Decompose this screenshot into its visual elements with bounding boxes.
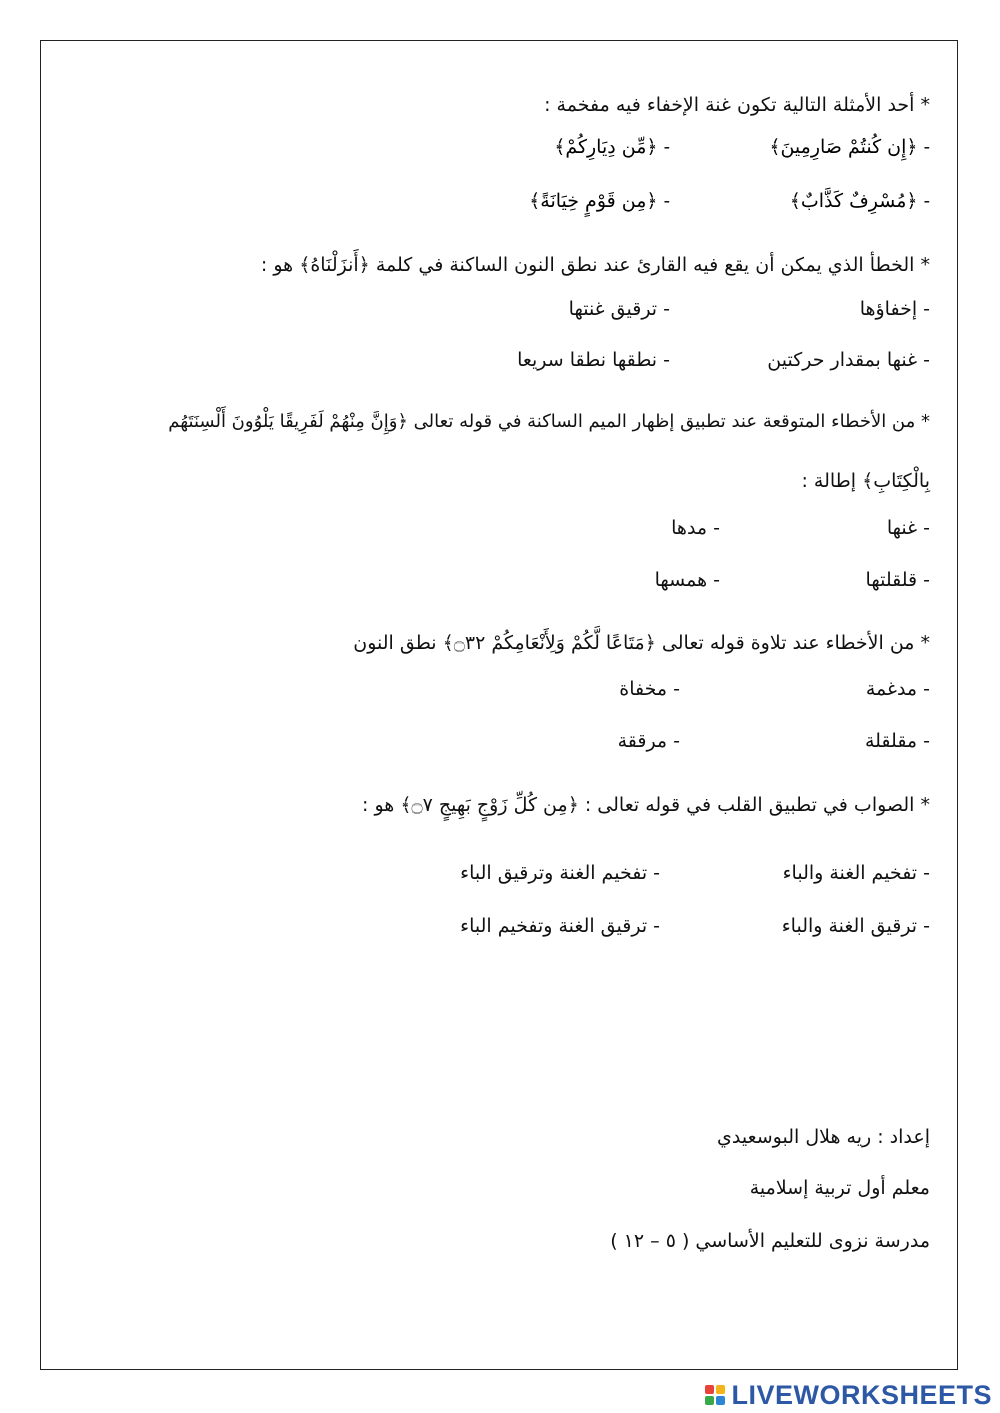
question-1-option-3[interactable]: - ﴿مُسْرِفٌ كَذَّابٌ﴾ [789, 190, 930, 212]
question-2-prompt: * الخطأ الذي يمكن أن يقع فيه القارئ عند نطق النون الساكنة في كلمة ﴿أَنزَلْنَاهُ﴾ هو : [260, 254, 930, 276]
question-1-option-2[interactable]: - ﴿مِّن دِيَارِكُمْ﴾ [554, 136, 670, 158]
question-4-option-4[interactable]: - مرققة [617, 730, 680, 752]
question-3-option-3[interactable]: - قلقلتها [865, 569, 930, 591]
question-4-prompt: * من الأخطاء عند تلاوة قوله تعالى ﴿مَتَاعًا لَّكُمْ وَلِأَنْعَامِكُمْ ۝٣٢﴾ نطق النون [353, 632, 930, 654]
question-4-option-2[interactable]: - مخفاة [619, 678, 680, 700]
question-5-option-2[interactable]: - تفخيم الغنة وترقيق الباء [460, 862, 660, 884]
question-1-option-1[interactable]: - ﴿إِن كُنتُمْ صَارِمِينَ﴾ [769, 136, 930, 158]
question-5-option-3[interactable]: - ترقيق الغنة والباء [781, 915, 930, 937]
question-1-prompt: * أحد الأمثلة التالية تكون غنة الإخفاء فيه مفخمة : [544, 94, 930, 116]
brand-name: LIVEWORKSHEETS [731, 1379, 992, 1410]
footer-bar [0, 1377, 1000, 1413]
question-3-option-1[interactable]: - غنها [886, 517, 930, 539]
question-5-option-4[interactable]: - ترقيق الغنة وتفخيم الباء [460, 915, 660, 937]
question-5-prompt: * الصواب في تطبيق القلب في قوله تعالى : ﴿مِن كُلِّ زَوْجٍ بَهِيجٍ ۝٧﴾ هو : [362, 794, 930, 816]
question-2-option-1[interactable]: - إخفاؤها [859, 298, 930, 320]
credits-role: معلم أول تربية إسلامية [749, 1177, 930, 1199]
question-4-option-3[interactable]: - مقلقلة [864, 730, 930, 752]
question-2-option-3[interactable]: - غنها بمقدار حركتين [767, 349, 930, 371]
liveworksheets-logo[interactable] [705, 1379, 992, 1411]
question-1-option-4[interactable]: - ﴿مِن قَوْمٍ خِيَانَةً﴾ [529, 190, 670, 212]
liveworksheets-logo-icon [705, 1385, 725, 1405]
question-4-option-1[interactable]: - مدغمة [865, 678, 930, 700]
question-3-prompt-line-2: بِالْكِتَابِ﴾ إطالة : [801, 470, 930, 492]
question-3-prompt-line-1: * من الأخطاء المتوقعة عند تطبيق إظهار الميم الساكنة في قوله تعالى ﴿وَإِنَّ مِنْهُمْ لَفَرِيقًا يَلْوُونَ أَلْسِنَتَهُم [168, 411, 930, 432]
worksheet-frame [40, 40, 958, 1370]
question-2-option-4[interactable]: - نطقها نطقا سريعا [517, 349, 670, 371]
credits-author: إعداد : ريه هلال البوسعيدي [717, 1126, 930, 1148]
question-2-option-2[interactable]: - ترقيق غنتها [568, 298, 670, 320]
question-3-option-4[interactable]: - همسها [654, 569, 720, 591]
credits-school: مدرسة نزوى للتعليم الأساسي ( ٥ – ١٢ ) [610, 1230, 930, 1252]
question-3-option-2[interactable]: - مدها [671, 517, 720, 539]
question-5-option-1[interactable]: - تفخيم الغنة والباء [782, 862, 930, 884]
